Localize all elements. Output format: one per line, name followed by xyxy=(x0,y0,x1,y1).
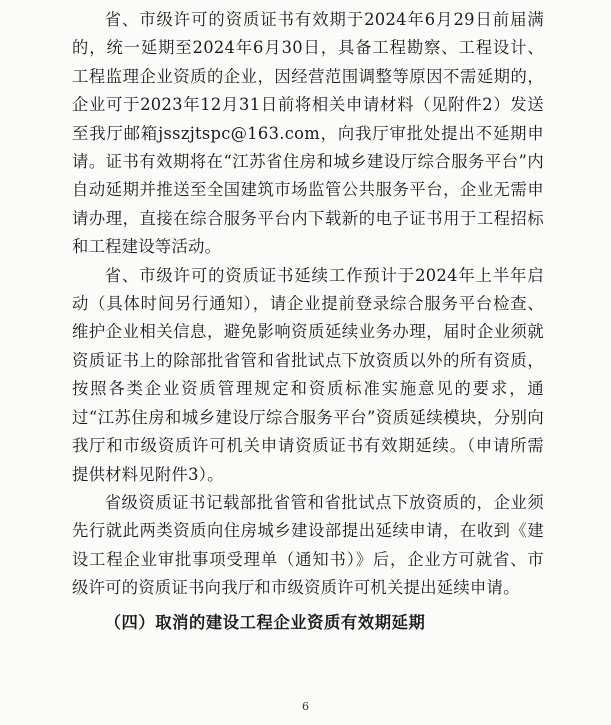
section-heading: （四）取消的建设工程企业资质有效期延期 xyxy=(104,612,426,632)
paragraph-ministry-renewal: 省级资质证书记载部批省管和省批试点下放资质的，企业须先行就此两类资质向住房城乡建设部提出延续申请，在收到《建设工程企业审批事项受理单（通知书）》后，企业方可就省、市级许可的资质证书向我厅和市级资质许可机关提出延续申请。 xyxy=(72,492,544,598)
page-number: 6 xyxy=(302,700,309,713)
paragraph-extension-notice: 省、市级许可的资质证书有效期于2024年6月29日前届满的，统一延期至2024年6月30日，具备工程勘察、工程设计、工程监理企业资质的企业，因经营范围调整等原因不需延期的，企业可于2023年12月31日前将相关申请材料（见附件2）发送至我厅邮箱jsszjtspc@163.com，向我厅审批处提出不延期申请。证书有效期将在“江苏省住房和城乡建设厅综合服务平台”内自动延期并推送至全国建筑市场监管公共服务平台，企业无需申请办理，直接在综合服务平台内下载新的电子证书用于工程招标和工程建设等活动。 xyxy=(72,10,544,257)
paragraph-renewal-process: 省、市级许可的资质证书延续工作预计于2024年上半年启动（具体时间另行通知），请企业提前登录综合服务平台检查、维护企业相关信息，避免影响资质延续业务办理，届时企业须就资质证书上的除部批省管和省批试点下放资质以外的所有资质，按照各类企业资质管理规定和资质标准实施意见的要求，通过“江苏住房和城乡建设厅综合服务平台”资质延续模块，分别向我厅和市级资质许可机关申请资质证书有效期延续。（申请所需提供材料见附件3）。 xyxy=(72,265,544,484)
